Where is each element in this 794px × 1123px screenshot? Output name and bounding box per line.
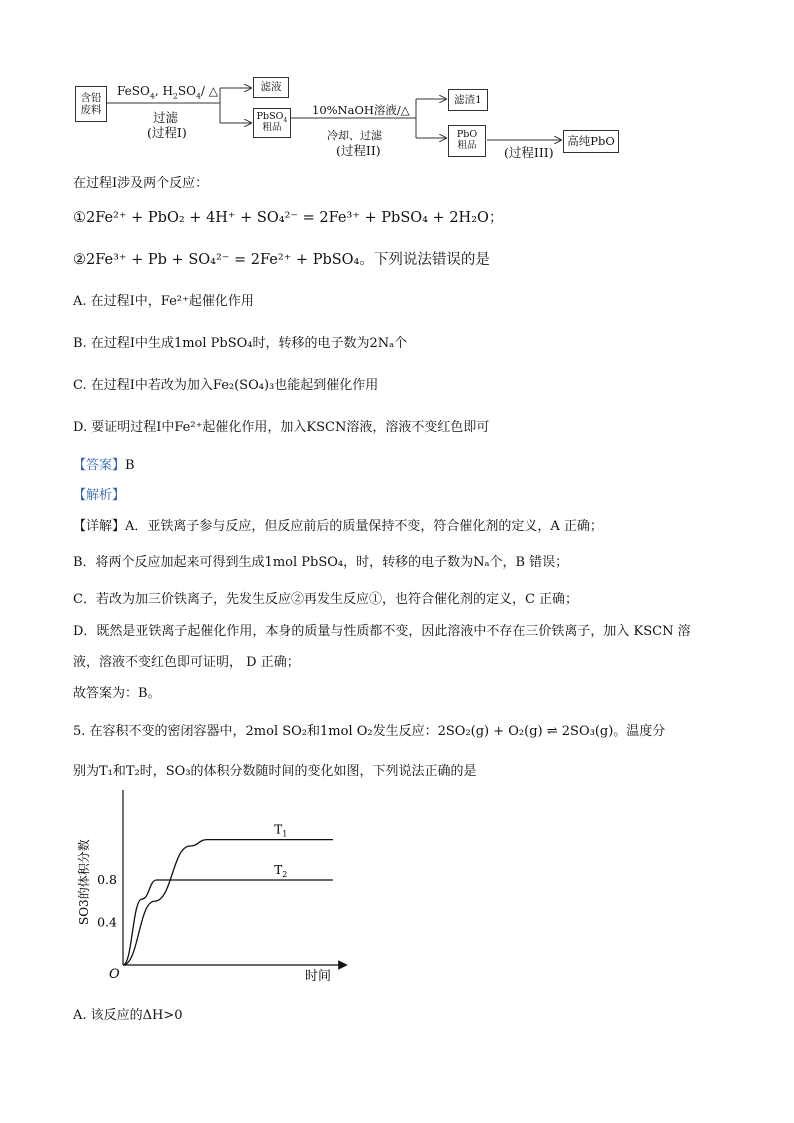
so3-fraction-chart xyxy=(60,790,360,990)
q4-option-a: A. 在过程I中，Fe²⁺起催化作用 xyxy=(73,294,254,309)
series-line-t1 xyxy=(123,840,333,965)
detail-line-a-text: A．亚铁离子参与反应，但反应前后的质量保持不变，符合催化剂的定义，A 正确； xyxy=(125,519,603,534)
x-axis-label: 时间 xyxy=(305,969,332,984)
box-pbo-crude: PbO 粗品 xyxy=(448,125,486,157)
q4-option-b: B. 在过程I中生成1mol PbSO₄时，转移的电子数为2Nₐ个 xyxy=(73,336,408,351)
detail-line-c: C．若改为加三价铁离子，先发生反应②再发生反应①，也符合催化剂的定义，C 正确； xyxy=(73,592,579,607)
series-line-t2 xyxy=(123,880,333,965)
detail-tag: 【详解】 xyxy=(73,519,126,534)
reaction-2: ②2Fe³⁺ + Pb + SO₄²⁻ = 2Fe²⁺ + PbSO₄。下列说法错误的是 xyxy=(73,252,490,268)
cool-filter-label: 冷却、过滤 xyxy=(327,129,382,142)
series-label-t1: $T_1$ xyxy=(274,822,288,839)
q5-option-a: A. 该反应的ΔH>0 xyxy=(73,1008,183,1023)
q4-option-c: C. 在过程I中若改为加入Fe₂(SO₄)₃也能起到催化作用 xyxy=(73,378,379,393)
answer-tag: 【答案】 xyxy=(73,458,126,473)
answer-line xyxy=(73,454,135,473)
detail-line-a xyxy=(73,515,603,534)
box-residue: 滤渣1 xyxy=(448,89,488,111)
y-tick-label: 0.8 xyxy=(97,872,117,887)
y-tick-label: 0.4 xyxy=(97,914,117,930)
detail-line-b: B．将两个反应加起来可得到生成1mol PbSO₄，时，转移的电子数为Nₐ个，B 错误； xyxy=(73,555,569,570)
series-label-t2: $T_2$ xyxy=(274,863,288,879)
process2-label: (过程II) xyxy=(336,143,381,158)
box-pbso4-crude: PbSO$_4$ 粗品 xyxy=(253,108,291,138)
conclusion-text: 故答案为：B。 xyxy=(73,686,161,701)
reaction-1: ①2Fe²⁺ + PbO₂ + 4H⁺ + SO₄²⁻ = 2Fe³⁺ + PbSO₄ + 2H₂O； xyxy=(73,210,504,226)
intro-text: 在过程I涉及两个反应： xyxy=(73,176,209,191)
box-lead-waste xyxy=(75,86,107,122)
analysis-tag: 【解析】 xyxy=(73,488,126,503)
y-axis-label: SO3的体积分数 xyxy=(77,839,91,925)
q5-stem-line2: 别为T₁和T₂时，SO₃的体积分数随时间的变化如图，下列说法正确的是 xyxy=(73,764,477,779)
process3-label: (过程III) xyxy=(504,145,554,160)
detail-line-d1: D．既然是亚铁离子起催化作用，本身的质量与性质都不变，因此溶液中不存在三价铁离子，加入 KSCN 溶 xyxy=(73,624,691,639)
origin-label: O xyxy=(109,967,120,982)
process1-label: (过程I) xyxy=(147,125,187,140)
box-pure-pbo: 高纯PbO xyxy=(563,130,619,153)
q5-stem-line1: 5. 在容积不变的密闭容器中，2mol SO₂和1mol O₂发生反应：2SO₂(g) + O₂(g) ⇌ 2SO₃(g)。温度分 xyxy=(73,724,666,739)
filter-label: 过滤 xyxy=(153,110,179,125)
q4-option-d: D. 要证明过程I中Fe²⁺起催化作用，加入KSCN溶液，溶液不变红色即可 xyxy=(73,420,490,435)
detail-line-d2: 液，溶液不变红色即可证明， D 正确； xyxy=(73,655,300,670)
answer-value: B xyxy=(125,458,135,473)
box-lead-waste-label: 含铅废料 xyxy=(80,91,102,116)
box-filtrate: 滤液 xyxy=(253,77,289,98)
reagent1-label: FeSO$_4$, $H_2SO_4/$ △ xyxy=(117,84,218,101)
reagent2-label: 10%NaOH溶液/△ xyxy=(312,103,410,117)
